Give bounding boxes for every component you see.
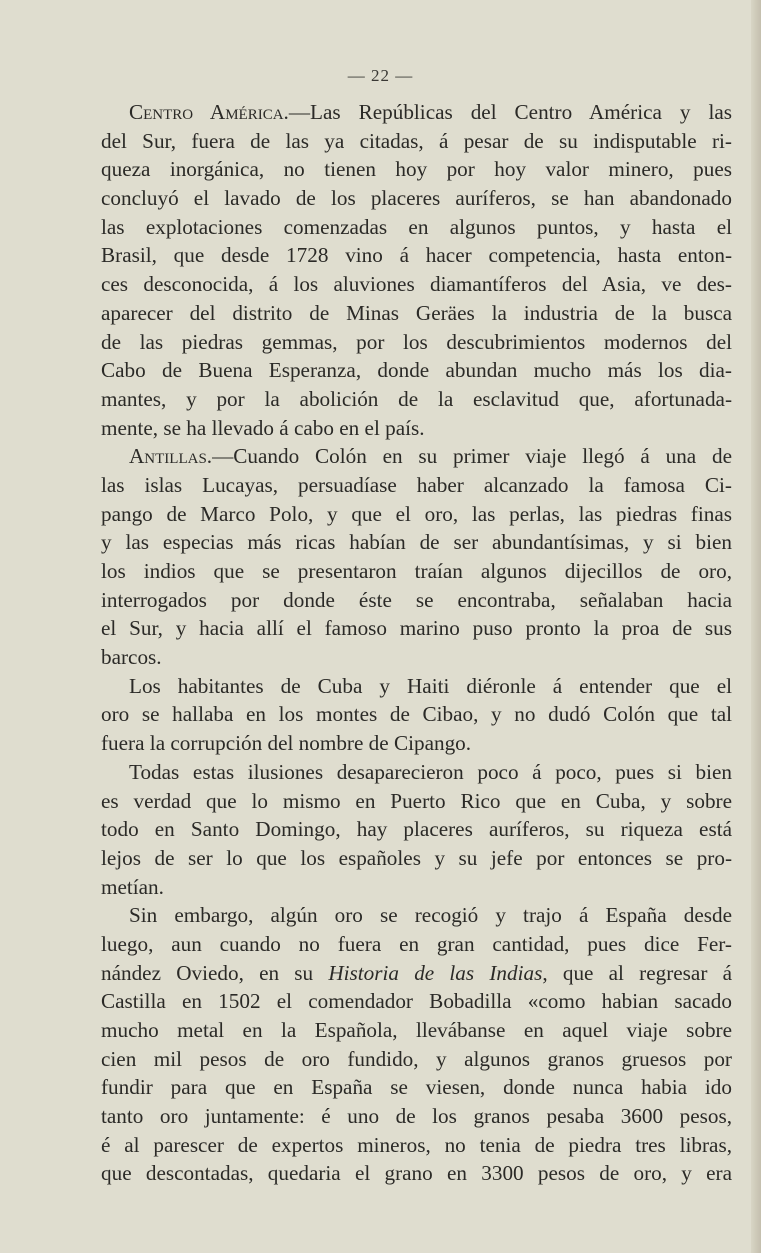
text-line: mucho metal en la Española, llevábanse en aquel viaje sobre xyxy=(101,1018,732,1042)
body-text xyxy=(101,98,732,1188)
text-line: aparecer del distrito de Minas Geräes la industria de la busca xyxy=(101,300,732,325)
text-line: ces desconocida, á los aluviones diamantíferos del Asia, ve des- xyxy=(101,272,732,297)
page-edge-shadow xyxy=(751,0,761,1253)
text-line: del Sur, fuera de las ya citadas, á pesar de su indisputable ri- xyxy=(101,128,732,153)
text-line: todo en Santo Domingo, hay placeres auríferos, su riqueza está xyxy=(101,817,732,842)
text-line: oro se hallaba en los montes de Cibao, y no dudó Colón que tal xyxy=(101,702,732,727)
page-number: — 22 — xyxy=(347,66,414,85)
text-line: queza inorgánica, no tienen hoy por hoy valor minero, pues xyxy=(101,157,732,182)
text-line: Los habitantes de Cuba y Haiti diéronle á entender que el xyxy=(129,673,732,698)
text-line: Castilla en 1502 el comendador Bobadilla «como habian sacado xyxy=(101,989,732,1014)
text-line: las explotaciones comenzadas en algunos puntos, y hasta el xyxy=(101,214,732,239)
text-line: Centro América.—Las Repúblicas del Centro América y las xyxy=(129,100,732,124)
text-line: Todas estas ilusiones desaparecieron poco á poco, pues si bien xyxy=(129,759,732,784)
section-heading: Centro América. xyxy=(129,100,289,124)
book-title: Historia de las Indias xyxy=(328,960,543,985)
text-line: fundir para que en España se viesen, donde nunca habia ido xyxy=(101,1075,732,1100)
text-line: Brasil, que desde 1728 vino á hacer competencia, hasta enton- xyxy=(101,243,732,268)
text-line: los indios que se presentaron traían algunos dijecillos de oro, xyxy=(101,559,732,583)
text-line: es verdad que lo mismo en Puerto Rico que en Cuba, y sobre xyxy=(101,788,732,813)
text-line: barcos. xyxy=(101,645,162,670)
text-line: concluyó el lavado de los placeres auríferos, se han abandonado xyxy=(101,186,732,211)
text-line: Sin embargo, algún oro se recogió y trajo á España desde xyxy=(129,903,732,928)
text-line: de las piedras gemmas, por los descubrimientos modernos del xyxy=(101,329,732,354)
text-line: que descontadas, quedaria el grano en 3300 pesos de oro, y era xyxy=(101,1161,732,1186)
text-line: mente, se ha llevado á cabo en el país. xyxy=(101,415,425,440)
text-line: interrogados por donde éste se encontraba, señalaban hacia xyxy=(101,587,732,612)
section-heading: Antillas. xyxy=(129,444,213,469)
text-line: metían. xyxy=(101,874,164,899)
text-line: é al parescer de expertos mineros, no tenia de piedra tres libras, xyxy=(101,1132,732,1157)
text-line: lejos de ser lo que los españoles y su jefe por entonces se pro- xyxy=(101,845,732,870)
text-line: nández Oviedo, en su Historia de las Indias, que al regresar á xyxy=(101,960,732,985)
text-line: Antillas.—Cuando Colón en su primer viaje llegó á una de xyxy=(129,444,732,469)
text-line: pango de Marco Polo, y que el oro, las perlas, las piedras finas xyxy=(101,501,732,526)
text-line: luego, aun cuando no fuera en gran cantidad, pues dice Fer- xyxy=(101,931,732,956)
text-line: el Sur, y hacia allí el famoso marino puso pronto la proa de sus xyxy=(101,616,732,641)
text-line: y las especias más ricas habían de ser abundantísimas, y si bien xyxy=(101,530,732,555)
text-line: cien mil pesos de oro fundido, y algunos granos gruesos por xyxy=(101,1046,732,1071)
text-line: Cabo de Buena Esperanza, donde abundan mucho más los dia- xyxy=(101,358,732,383)
text-line: tanto oro juntamente: é uno de los granos pesaba 3600 pesos, xyxy=(101,1104,732,1129)
text-line: las islas Lucayas, persuadíase haber alcanzado la famosa Ci- xyxy=(101,472,732,497)
text-line: fuera la corrupción del nombre de Cipango. xyxy=(101,731,472,756)
text-line: mantes, y por la abolición de la esclavitud que, afortunada- xyxy=(101,386,732,411)
